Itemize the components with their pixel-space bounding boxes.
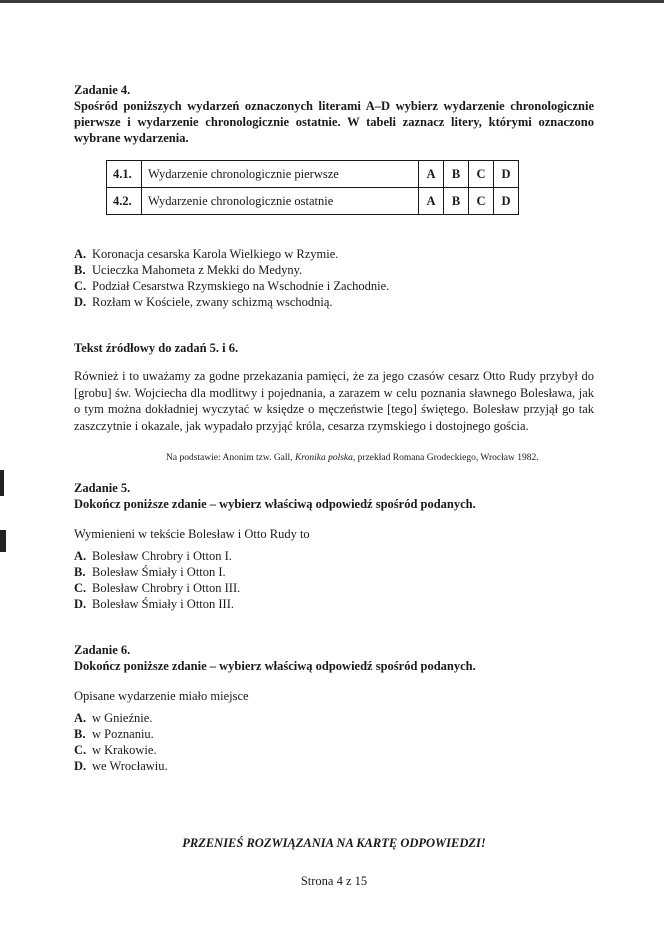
option-text: we Wrocławiu. xyxy=(92,759,168,773)
margin-mark xyxy=(0,470,4,496)
task5-title: Zadanie 5. xyxy=(74,481,131,495)
transfer-answers-notice: PRZENIEŚ ROZWIĄZANIA NA KARTĘ ODPOWIEDZI! xyxy=(182,836,486,850)
option-text: Bolesław Chrobry i Otton III. xyxy=(92,581,241,595)
list-item xyxy=(74,742,594,758)
task4-options xyxy=(74,246,594,310)
answer-cell-d[interactable]: D xyxy=(494,188,519,215)
answer-cell-a[interactable]: A xyxy=(419,188,444,215)
option-letter: C. xyxy=(74,743,87,757)
list-item xyxy=(74,246,594,262)
task6-title: Zadanie 6. xyxy=(74,643,131,657)
source-citation xyxy=(166,452,539,464)
option-letter: A. xyxy=(74,247,87,261)
task4-title: Zadanie 4. xyxy=(74,83,131,97)
option-letter: B. xyxy=(74,727,86,741)
option-text: Podział Cesarstwa Rzymskiego na Wschodnie i Zachodnie. xyxy=(92,279,390,293)
option-letter: D. xyxy=(74,295,87,309)
row-number: 4.2. xyxy=(107,188,142,215)
source-text: Również i to uważamy za godne przekazania pamięci, że za jego czasów cesarz Otto Rudy przybył do [grobu] św. Wojciecha dla modlitwy i pojednania, a zarazem w celu poznania sławnego Bolesława, jak o tym można dokładniej wyczytać w księdze o męczeństwie [tego] świętego. Bolesław przyjął go tak zaszczytnie i okazale, jak wypadało przyjąć króla, cesarza rzymskiego i dostojnego gościa. xyxy=(74,369,594,433)
list-item xyxy=(74,726,594,742)
task5-options xyxy=(74,548,594,612)
page-number: Strona 4 z 15 xyxy=(300,874,368,888)
option-text: Ucieczka Mahometa z Mekki do Medyny. xyxy=(92,263,303,277)
list-item xyxy=(74,758,594,774)
option-letter: C. xyxy=(74,279,87,293)
answer-cell-b[interactable]: B xyxy=(444,161,469,188)
option-letter: B. xyxy=(74,565,86,579)
row-number: 4.1. xyxy=(107,161,142,188)
list-item xyxy=(74,548,594,564)
source-title: Tekst źródłowy do zadań 5. i 6. xyxy=(74,341,239,355)
list-item xyxy=(74,710,594,726)
option-letter: A. xyxy=(74,549,87,563)
row-label: Wydarzenie chronologicznie ostatnie xyxy=(142,188,419,215)
list-item xyxy=(74,596,594,612)
option-letter: D. xyxy=(74,597,87,611)
option-letter: C. xyxy=(74,581,87,595)
citation-suffix: , przekład Romana Grodeckiego, Wrocław 1982. xyxy=(352,453,539,463)
answer-table xyxy=(106,160,519,215)
option-text: w Gnieźnie. xyxy=(92,711,153,725)
list-item xyxy=(74,262,594,278)
citation-title: Kronika polska xyxy=(294,453,353,463)
option-text: Bolesław Śmiały i Otton I. xyxy=(92,565,226,579)
option-letter: A. xyxy=(74,711,87,725)
task6-stem: Opisane wydarzenie miało miejsce xyxy=(74,689,249,703)
answer-cell-c[interactable]: C xyxy=(469,188,494,215)
table-row xyxy=(107,188,519,215)
answer-cell-b[interactable]: B xyxy=(444,188,469,215)
answer-cell-d[interactable]: D xyxy=(494,161,519,188)
task6-instruction: Dokończ poniższe zdanie – wybierz właściwą odpowiedź spośród podanych. xyxy=(74,659,476,673)
option-text: Bolesław Chrobry i Otton I. xyxy=(92,549,232,563)
task6-options xyxy=(74,710,594,774)
option-text: w Krakowie. xyxy=(92,743,157,757)
answer-cell-a[interactable]: A xyxy=(419,161,444,188)
option-letter: B. xyxy=(74,263,86,277)
option-text: Bolesław Śmiały i Otton III. xyxy=(92,597,234,611)
margin-mark xyxy=(0,530,6,552)
table-row xyxy=(107,161,519,188)
row-label: Wydarzenie chronologicznie pierwsze xyxy=(142,161,419,188)
list-item xyxy=(74,564,594,580)
list-item xyxy=(74,580,594,596)
citation-prefix: Na podstawie: Anonim tzw. Gall, xyxy=(166,453,295,463)
option-text: Koronacja cesarska Karola Wielkiego w Rzymie. xyxy=(92,247,339,261)
task5-stem: Wymienieni w tekście Bolesław i Otto Rudy to xyxy=(74,527,310,541)
answer-cell-c[interactable]: C xyxy=(469,161,494,188)
option-letter: D. xyxy=(74,759,87,773)
list-item xyxy=(74,294,594,310)
option-text: w Poznaniu. xyxy=(92,727,154,741)
list-item xyxy=(74,278,594,294)
option-text: Rozłam w Kościele, zwany schizmą wschodnią. xyxy=(92,295,333,309)
task5-instruction: Dokończ poniższe zdanie – wybierz właściwą odpowiedź spośród podanych. xyxy=(74,497,476,511)
task4-instruction: Spośród poniższych wydarzeń oznaczonych literami A–D wybierz wydarzenie chronologicznie pierwsze i wydarzenie chronologicznie ostatnie. W tabeli zaznacz litery, którymi oznaczono wybrane wydarzenia. xyxy=(74,99,594,145)
top-edge-rule xyxy=(0,0,664,3)
